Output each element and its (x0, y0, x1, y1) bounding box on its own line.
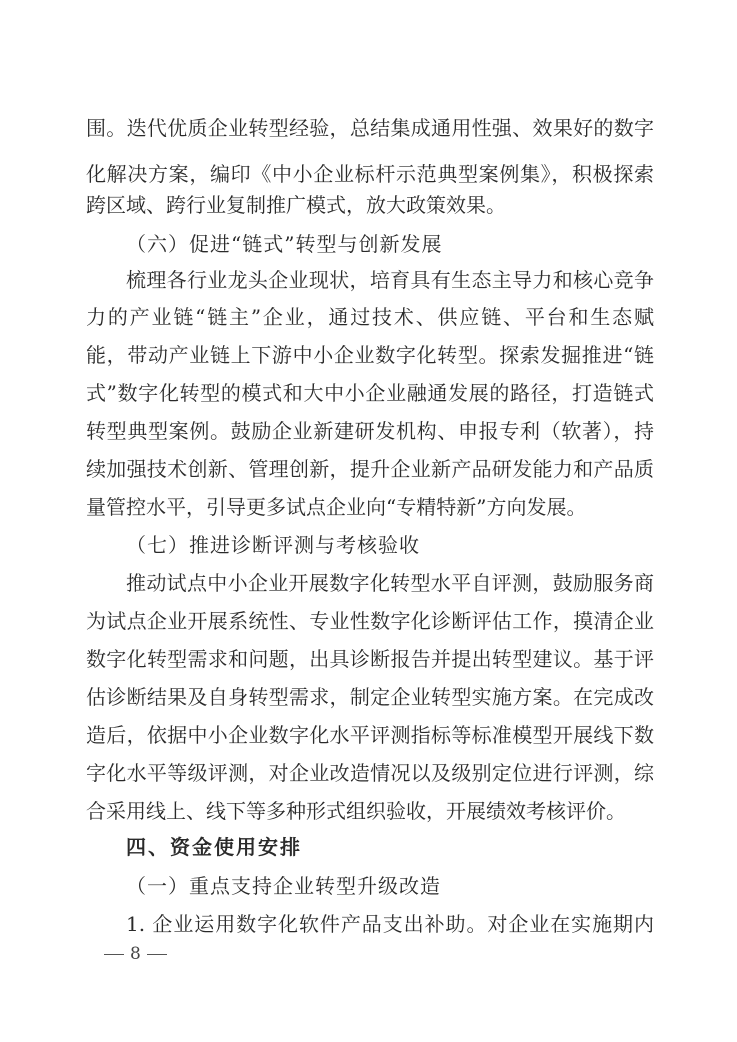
body-line: 转型典型案例。鼓励企业新建研发机构、申报专利（软著），持 (86, 419, 654, 443)
body-line: 力的产业链“链主”企业，通过技术、供应链、平台和生态赋 (86, 305, 654, 329)
page-footer (98, 942, 173, 966)
body-line: 化解决方案，编印《中小企业标杆示范典型案例集》，积极探索 (86, 162, 654, 186)
section-heading-7: （七）推进诊断评测与考核验收 (126, 533, 420, 557)
body-line: 估诊断结果及自身转型需求，制定企业转型实施方案。在完成改 (86, 685, 654, 709)
body-line: 式”数字化转型的模式和大中小企业融通发展的路径，打造链式 (86, 381, 654, 405)
chapter-heading-4: 四、资金使用安排 (126, 835, 302, 859)
body-line: 续加强技术创新、管理创新，提升企业新产品研发能力和产品质 (86, 457, 654, 481)
body-line: 能，带动产业链上下游中小企业数字化转型。探索发掘推进“链 (86, 343, 654, 367)
body-line: 围。迭代优质企业转型经验，总结集成通用性强、效果好的数字 (86, 116, 654, 140)
body-line: 合采用线上、线下等多种形式组织验收，开展绩效考核评价。 (86, 799, 626, 823)
footer-dash-left (104, 954, 124, 955)
section-heading-6: （六）促进“链式”转型与创新发展 (126, 232, 443, 256)
body-line: 字化水平等级评测，对企业改造情况以及级别定位进行评测，综 (86, 761, 654, 785)
footer-dash-right (147, 954, 167, 955)
body-line: 造后，依据中小企业数字化水平评测指标等标准模型开展线下数 (86, 723, 654, 747)
body-line: 跨区域、跨行业复制推广模式，放大政策效果。 (86, 193, 506, 217)
body-line: 1. 企业运用数字化软件产品支出补助。对企业在实施期内 (126, 912, 654, 936)
page-number: 8 (130, 944, 141, 964)
subsection-heading-1: （一）重点支持企业转型升级改造 (126, 874, 441, 898)
body-line: 数字化转型需求和问题，出具诊断报告并提出转型建议。基于评 (86, 647, 654, 671)
body-line: 梳理各行业龙头企业现状，培育具有生态主导力和核心竞争 (126, 268, 654, 292)
body-line: 推动试点中小企业开展数字化转型水平自评测，鼓励服务商 (126, 571, 654, 595)
body-line: 量管控水平，引导更多试点企业向“专精特新”方向发展。 (86, 495, 587, 519)
body-line: 为试点企业开展系统性、专业性数字化诊断评估工作，摸清企业 (86, 609, 654, 633)
